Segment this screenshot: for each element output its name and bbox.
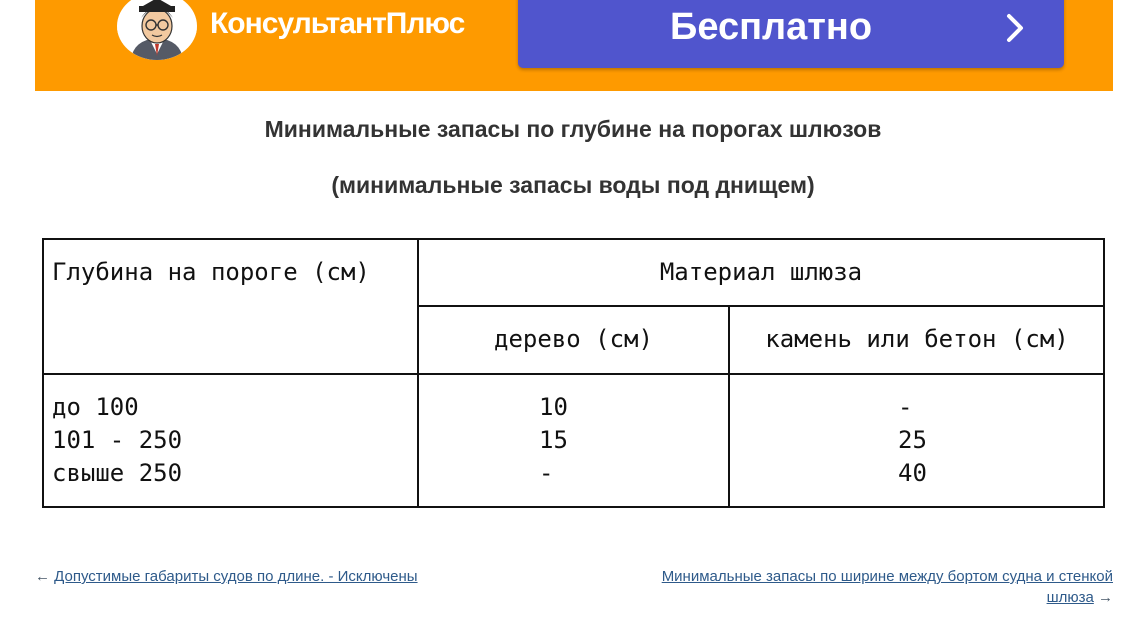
- prev-article-nav: [35, 566, 418, 587]
- free-cta-button[interactable]: [518, 0, 1064, 68]
- header-depth: Глубина на пороге (см): [52, 258, 370, 286]
- next-article-link[interactable]: Минимальные запасы по ширине между бортом судна и стенкой шлюза: [661, 568, 1113, 606]
- document-title: Минимальные запасы по глубине на порогах шлюзов: [264, 116, 882, 142]
- ad-banner[interactable]: [35, 0, 1113, 91]
- header-lock-material: Материал шлюза: [659, 258, 863, 286]
- row-wood: 15: [539, 426, 568, 454]
- header-wood: дерево (см): [494, 325, 653, 353]
- row-stone: 25: [898, 426, 927, 454]
- row-wood: 10: [539, 393, 568, 421]
- next-article-nav: [613, 566, 1113, 608]
- row-stone: -: [898, 393, 913, 421]
- brand-logo-text: КонсультантПлюс: [210, 7, 465, 40]
- header-stone-concrete: камень или бетон (см): [765, 325, 1069, 353]
- chevron-right-icon: [1003, 8, 1027, 48]
- row-depth: свыше 250: [52, 459, 183, 487]
- cta-label: Бесплатно: [670, 6, 873, 48]
- row-depth: 101 - 250: [52, 426, 183, 454]
- mascot-avatar: [117, 0, 197, 60]
- depth-reserve-table: [42, 238, 1105, 508]
- row-stone: 40: [898, 459, 927, 487]
- arrow-right-icon: →: [1098, 589, 1113, 606]
- document-subtitle: (минимальные запасы воды под днищем): [331, 172, 815, 198]
- row-depth: до 100: [52, 393, 139, 421]
- prev-article-link[interactable]: Допустимые габариты судов по длине. - Исключены: [54, 568, 418, 585]
- arrow-left-icon: ←: [35, 568, 50, 585]
- row-wood: -: [539, 459, 554, 487]
